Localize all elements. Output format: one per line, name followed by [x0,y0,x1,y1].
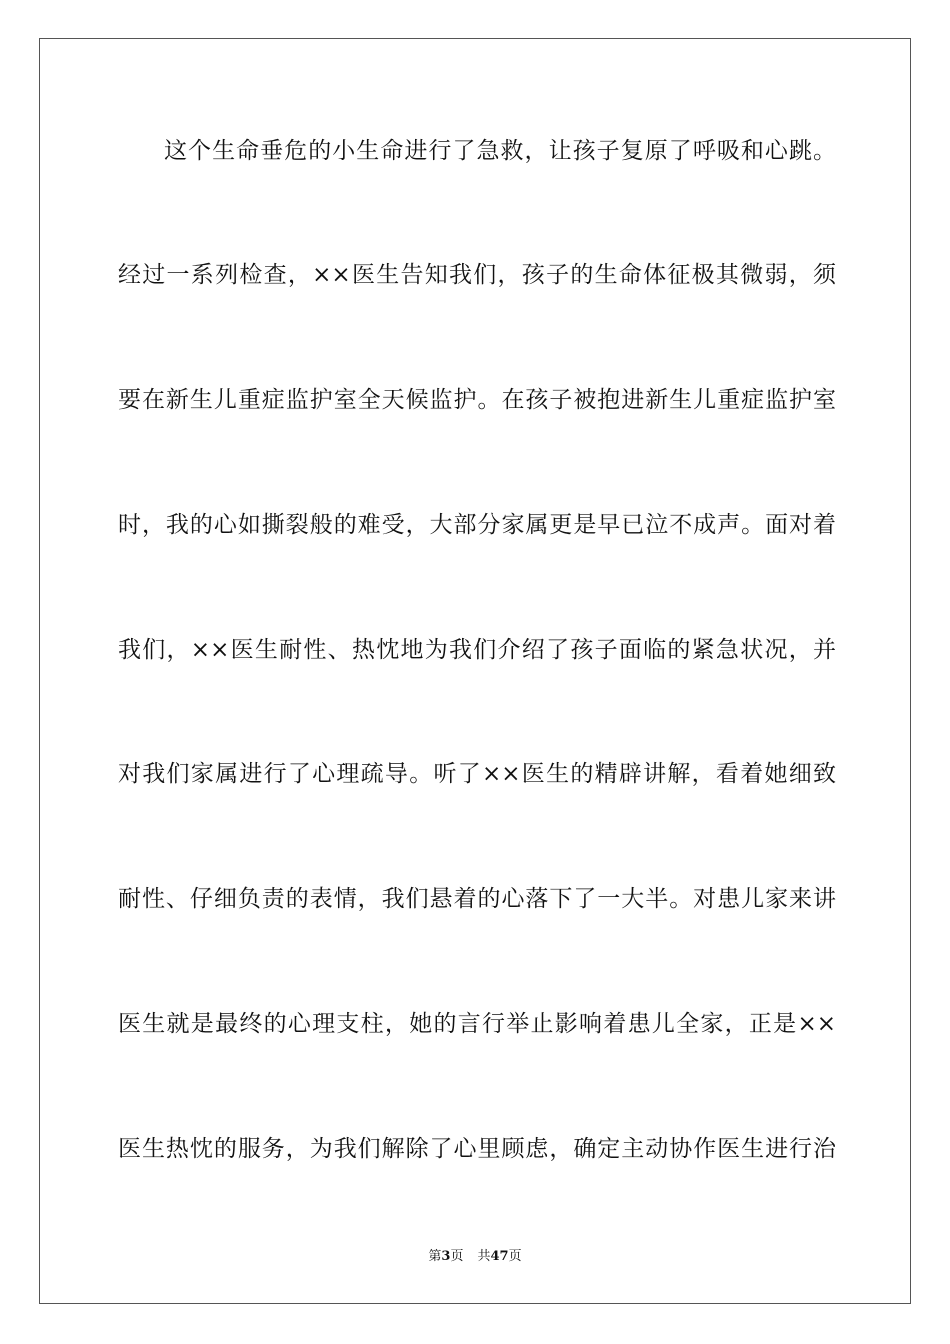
total-suffix: 页 [508,1249,522,1264]
body-line-6: 对我们家属进行了心理疏导。听了××医生的精辟讲解，看着她细致 [118,761,836,787]
page-prefix: 第 [428,1249,442,1264]
body-line-7: 耐性、仔细负责的表情，我们悬着的心落下了一大半。对患儿家来讲 [118,886,836,912]
body-line-9: 医生热忱的服务，为我们解除了心里顾虑，确定主动协作医生进行治 [118,1136,836,1162]
page-suffix: 页 [450,1249,464,1264]
total-prefix: 共 [477,1249,491,1264]
page-number: 3 [441,1249,451,1264]
total-pages: 47 [490,1249,509,1264]
page-border [39,38,911,1304]
body-line-4: 时，我的心如撕裂般的难受，大部分家属更是早已泣不成声。面对着 [118,512,836,538]
body-line-1: 这个生命垂危的小生命进行了急救，让孩子复原了呼吸和心跳。 [164,138,836,164]
body-line-8: 医生就是最终的心理支柱，她的言行举止影响着患儿全家，正是×× [118,1011,836,1037]
body-line-3: 要在新生儿重症监护室全天候监护。在孩子被抱进新生儿重症监护室 [118,387,836,413]
body-line-5: 我们，××医生耐性、热忱地为我们介绍了孩子面临的紧急状况，并 [118,637,836,663]
body-line-2: 经过一系列检查，××医生告知我们，孩子的生命体征极其微弱，须 [118,262,836,288]
page-footer [0,1248,950,1266]
